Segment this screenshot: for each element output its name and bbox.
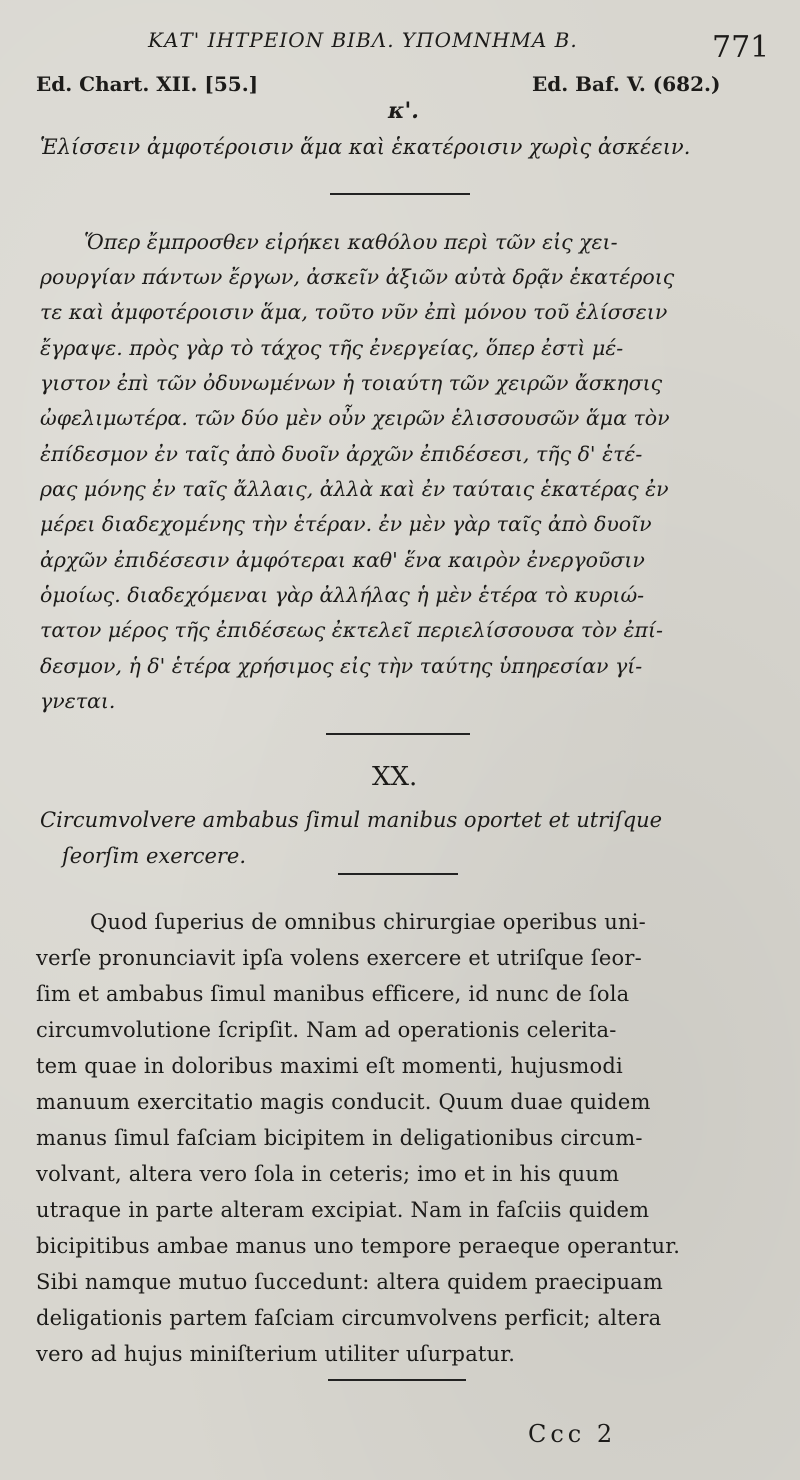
edition-reference-left: Ed. Chart. XII. [55.] [36,72,259,96]
printer-signature-mark: Ccc 2 [528,1420,617,1448]
latin-line: Sibi namque mutuo ſuccedunt: altera quidem praecipuam [36,1270,664,1294]
greek-line: γνεται. [40,689,116,713]
greek-line: ὠφελιμωτέρα. τῶν δύο μὲν οὖν χειρῶν ἑλισσουσῶν ἅμα τὸν [40,406,670,430]
greek-line: δεσμον, ἡ δ' ἑτέρα χρήσιμος εἰς τὴν ταύτης ὑπηρεσίαν γί- [40,654,643,678]
greek-line: γιστον ἐπὶ τῶν ὀδυνωμένων ἡ τοιαύτη τῶν χειρῶν ἄσκησις [40,371,663,395]
greek-aphorism-heading: Ἑλίσσειν ἀμφοτέροισιν ἅμα καὶ ἑκατέροισιν χωρὶς ἀσκέειν. [40,135,691,159]
greek-line: ἔγραψε. πρὸς γὰρ τὸ τάχος τῆς ἐνεργείας, ὅπερ ἐστὶ μέ- [40,336,624,360]
latin-line: manus ſimul faſciam bicipitem in deligationibus circum- [36,1126,643,1150]
divider-rule [330,193,470,195]
greek-line: ρουργίαν πάντων ἔργων, ἀσκεῖν ἀξιῶν αὐτὰ δρᾷν ἑκατέροις [40,265,675,289]
latin-line: Quod ſuperius de omnibus chirurgiae operibus uni- [90,910,646,934]
latin-line: circumvolutione ſcripſit. Nam ad operationis celerita- [36,1018,617,1042]
divider-rule [328,1379,466,1381]
divider-rule [326,733,470,735]
greek-line: τε καὶ ἀμφοτέροισιν ἅμα, τοῦτο νῦν ἐπὶ μόνου τοῦ ἑλίσσειν [40,300,668,324]
latin-aphorism-heading [40,802,770,874]
latin-section-number: XX. [372,762,418,792]
latin-line: ſim et ambabus ſimul manibus efficere, id nunc de ſola [36,982,630,1006]
greek-line: τατον μέρος τῆς ἐπιδέσεως ἐκτελεῖ περιελίσσουσα τὸν ἐπί- [40,618,663,642]
latin-line: deligationis partem faſciam circumvolvens perficit; altera [36,1306,662,1330]
greek-section-number: κ'. [388,98,419,124]
latin-line: tem quae in doloribus maximi eſt momenti, hujusmodi [36,1054,623,1078]
greek-line: ἀρχῶν ἐπιδέσεσιν ἀμφότεραι καθ' ἕνα καιρὸν ἐνεργοῦσιν [40,548,645,572]
page-number: 771 [712,30,770,65]
latin-line: utraque in parte alteram excipiat. Nam in faſciis quidem [36,1198,650,1222]
latin-line: volvant, altera vero ſola in ceteris; imo et in his quum [36,1162,620,1186]
latin-heading-line: ſeorſim exercere. [62,844,247,868]
running-title: ΚΑΤ' ΙΗΤΡΕΙΟΝ ΒΙΒΛ. ΥΠΟΜΝΗΜΑ Β. [148,28,578,52]
greek-line: ρας μόνης ἐν ταῖς ἄλλαις, ἀλλὰ καὶ ἐν ταύταις ἑκατέρας ἐν [40,477,669,501]
greek-line: μέρει διαδεχομένης τὴν ἑτέραν. ἐν μὲν γὰρ ταῖς ἀπὸ δυοῖν [40,512,652,536]
latin-heading-line: Circumvolvere ambabus ſimul manibus oportet et utriſque [40,808,663,832]
edition-reference-right: Ed. Baf. V. (682.) [532,72,721,96]
latin-line: manuum exercitatio magis conducit. Quum duae quidem [36,1090,651,1114]
greek-line: Ὅπερ ἔμπροσθεν εἰρήκει καθόλου περὶ τῶν εἰς χει- [84,230,618,254]
divider-rule [338,873,458,875]
greek-line: ὁμοίως. διαδεχόμεναι γὰρ ἀλλήλας ἡ μὲν ἑτέρα τὸ κυριώ- [40,583,645,607]
latin-line: vero ad hujus miniſterium utiliter uſurpatur. [36,1342,516,1366]
greek-line: ἐπίδεσμον ἐν ταῖς ἀπὸ δυοῖν ἀρχῶν ἐπιδέσεσι, τῆς δ' ἑτέ- [40,442,643,466]
latin-line: bicipitibus ambae manus uno tempore peraeque operantur. [36,1234,681,1258]
latin-line: verſe pronunciavit ipſa volens exercere et utriſque ſeor- [36,946,642,970]
